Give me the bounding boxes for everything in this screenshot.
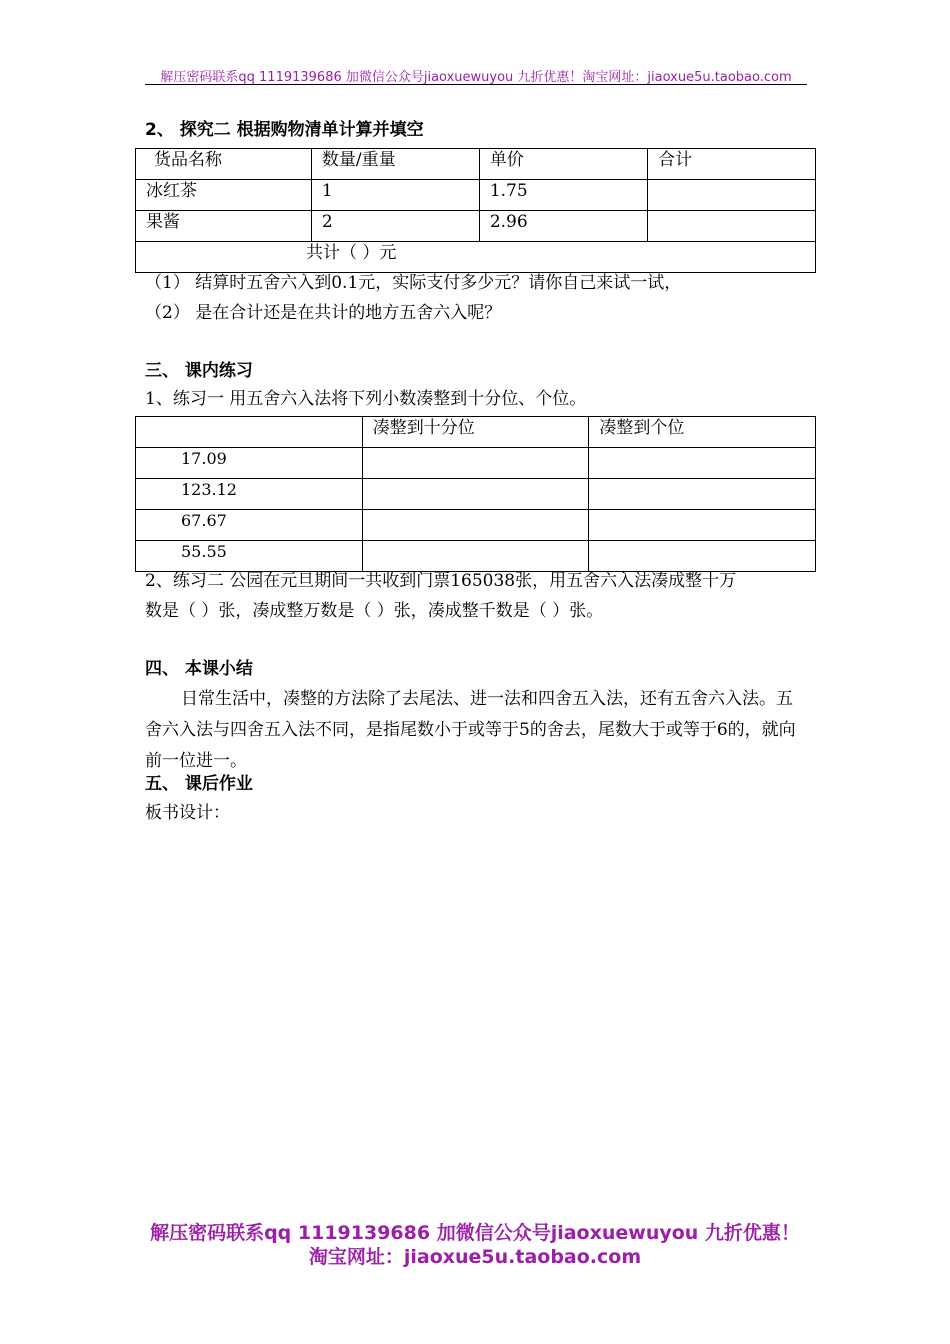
shopping-table [135,148,816,273]
question-1: （1） 结算时五舍六入到0.1元，实际支付多少元？请你自己来试一试， [145,273,682,293]
summary-paragraph: 日常生活中，凑整的方法除了去尾法、进一法和四舍五入法，还有五舍六入法。五舍六入法与四舍五入法不同，是指尾数小于或等于5的舍去，尾数大于或等于6的，就向前一位进一。 [145,689,796,771]
table-cell: 2 [311,211,479,242]
table-row [136,180,816,211]
col-header: 单价 [479,149,647,180]
col-header: 凑整到十分位 [362,417,589,448]
table-cell: 2.96 [479,211,647,242]
footer-line1: 解压密码联系qq 1119139686 加微信公众号jiaoxuewuyou 九折优惠！ [150,1222,800,1244]
total-cell[interactable]: 共计（ ）元 [136,242,816,273]
exercise-2-line1: 2、练习二 公园在元旦期间一共收到门票165038张，用五舍六入法凑成整十万 [145,571,737,591]
table-row [136,211,816,242]
col-header [136,417,363,448]
header-note: 解压密码联系qq 1119139686 加微信公众号jiaoxuewuyou 九折优惠！淘宝网址：jiaoxue5u.taobao.com [160,70,792,85]
rounding-table [135,416,816,572]
answer-cell[interactable] [589,479,816,510]
col-header: 凑整到个位 [589,417,816,448]
section4-title: 四、 本课小结 [145,659,253,679]
exercise-2-line2: 数是（ ）张，凑成整万数是（ ）张，凑成整千数是（ ）张。 [145,601,604,621]
table-cell: 1 [311,180,479,211]
table-cell[interactable] [648,180,816,211]
answer-cell[interactable] [589,510,816,541]
table-row [136,479,816,510]
table-cell: 1.75 [479,180,647,211]
table-cell: 果酱 [136,211,312,242]
footer-line2: 淘宝网址：jiaoxue5u.taobao.com [308,1246,642,1268]
section5-title: 五、 课后作业 [145,774,253,794]
table-row [136,510,816,541]
exercise-1: 1、练习一 用五舍六入法将下列小数凑整到十分位、个位。 [145,389,587,409]
answer-cell[interactable] [362,510,589,541]
header-rule [145,84,807,85]
col-header: 货品名称 [136,149,312,180]
answer-cell[interactable] [362,479,589,510]
table-cell: 冰红茶 [136,180,312,211]
answer-cell[interactable] [362,448,589,479]
table-cell[interactable] [648,211,816,242]
table-cell: 67.67 [136,510,363,541]
section3-title: 三、 课内练习 [145,361,253,381]
table-cell: 55.55 [136,541,363,572]
board-design: 板书设计： [145,803,230,823]
table-header-row [136,149,816,180]
answer-cell[interactable] [589,448,816,479]
table-header-row [136,417,816,448]
section2-title: 2、 探究二 根据购物清单计算并填空 [145,120,424,140]
table-row [136,448,816,479]
col-header: 数量/重量 [311,149,479,180]
table-cell: 17.09 [136,448,363,479]
col-header: 合计 [648,149,816,180]
table-cell: 123.12 [136,479,363,510]
question-2: （2） 是在合计还是在共计的地方五舍六入呢？ [145,303,502,323]
